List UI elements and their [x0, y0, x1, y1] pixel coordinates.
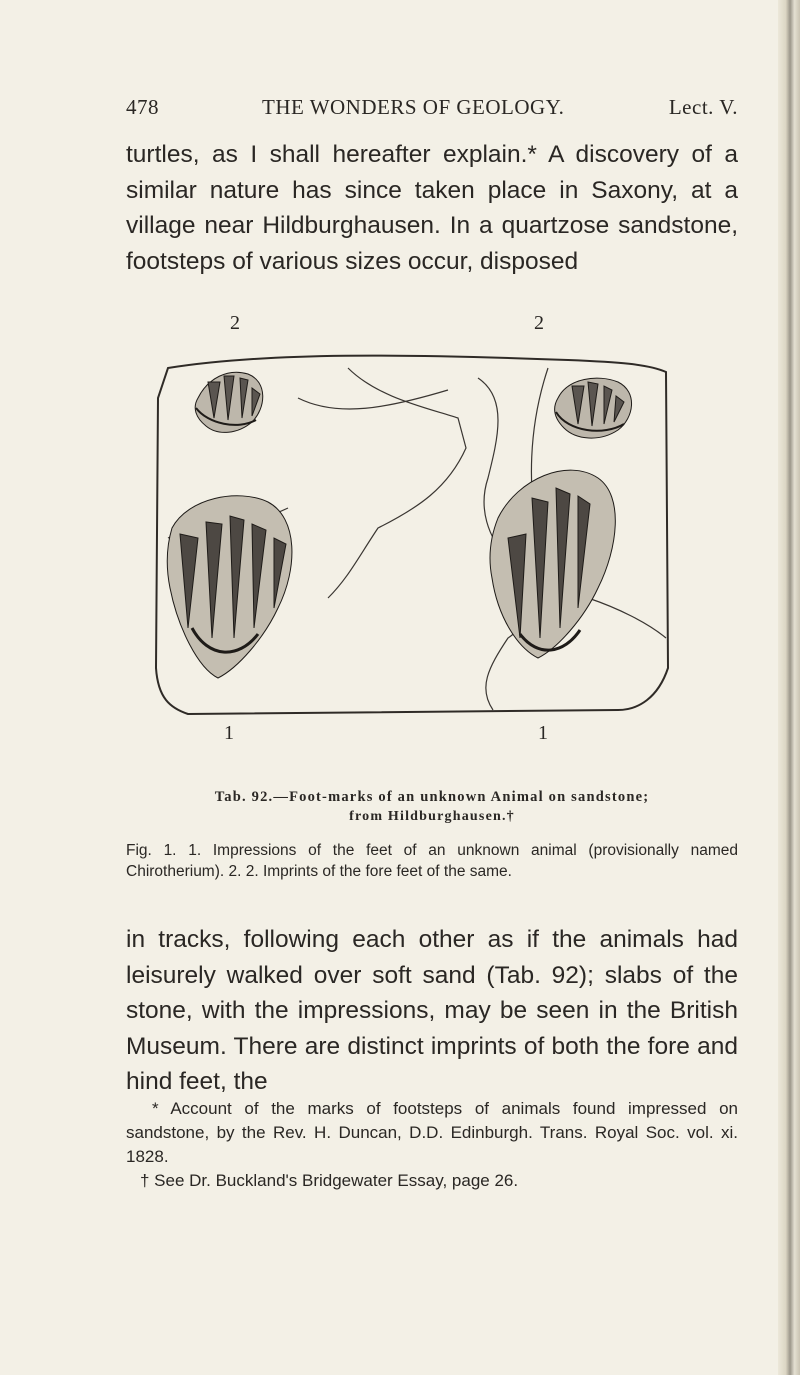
fore-foot-print-right: [555, 378, 632, 438]
figure-caption-text: Fig. 1. 1. Impressions of the feet of an unknown animal (provisionally named Chirotherium). 2. 2. Imprints of the fore feet of the same.: [126, 842, 738, 880]
footnotes: [126, 1097, 738, 1193]
caption-heading-line: Tab. 92.—Foot-marks of an unknown Animal on sandstone;: [214, 789, 650, 805]
figure-label-1-left: 1: [224, 722, 234, 744]
footprint-figure: [148, 312, 688, 742]
footnote-1: * Account of the marks of footsteps of animals found impressed on sandstone, by the Rev. H. Duncan, D.D. Edinburgh. Trans. Royal Soc. vol. xi. 1828.: [126, 1099, 738, 1166]
page-edge-shadow: [778, 0, 800, 1375]
figure-label-2-left: 2: [230, 312, 240, 334]
figure-caption-heading: [126, 787, 738, 827]
hind-foot-print-left: [167, 496, 292, 678]
footnote-2: † See Dr. Buckland's Bridgewater Essay, page 26.: [140, 1171, 519, 1190]
hind-foot-print-right: [490, 470, 615, 658]
page-number: 478: [126, 95, 159, 119]
running-title: THE WONDERS OF GEOLOGY.: [262, 95, 565, 119]
body-paragraph-top: turtles, as I shall hereafter explain.* A discovery of a similar nature has since taken place in Saxony, at a village near Hildburghausen. In a quartzose sandstone, footsteps of various sizes occur, disposed: [126, 141, 738, 275]
caption-subheading-line: from Hildburghausen.†: [349, 809, 515, 824]
running-header: [126, 95, 738, 125]
fore-foot-print-left: [195, 372, 263, 432]
sandstone-slab-illustration: [148, 338, 688, 718]
figure-label-2-right: 2: [534, 312, 544, 334]
body-paragraph-bottom: in tracks, following each other as if the animals had leisurely walked over soft sand (Tab. 92); slabs of the stone, with the impressions, may be seen in the British Museum. There are distinct imprints of both the fore and hind feet, the: [126, 926, 738, 1095]
figure-label-1-right: 1: [538, 722, 548, 744]
lecture-label: Lect. V.: [668, 95, 738, 119]
